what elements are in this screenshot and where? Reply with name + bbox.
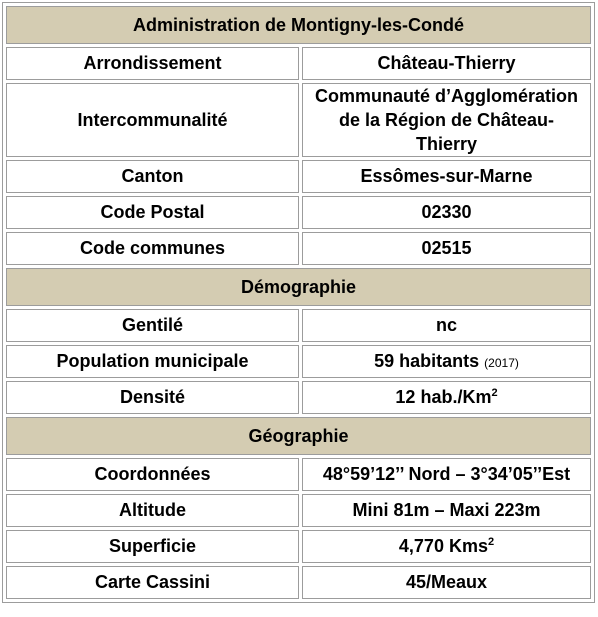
intercommunalite-value bbox=[302, 83, 591, 157]
table-row bbox=[6, 160, 591, 193]
commune-infobox bbox=[2, 2, 595, 603]
intercommunalite-line1: Communauté d’Agglomération bbox=[314, 86, 578, 106]
geographie-heading: Géographie bbox=[6, 417, 591, 455]
superficie-number: 4,770 Kms bbox=[398, 536, 488, 556]
section-row bbox=[6, 417, 591, 455]
cassini-label: Carte Cassini bbox=[6, 566, 299, 599]
gentile-value: nc bbox=[302, 309, 591, 342]
arrondissement-label: Arrondissement bbox=[6, 47, 299, 80]
section-row bbox=[6, 268, 591, 306]
table-row bbox=[6, 345, 591, 378]
densite-number: 12 hab./Km bbox=[395, 387, 492, 407]
population-count: 59 habitants bbox=[374, 351, 480, 371]
superficie-value bbox=[302, 530, 591, 563]
population-year: (2017) bbox=[484, 356, 519, 370]
intercommunalite-label: Intercommunalité bbox=[6, 83, 299, 157]
table-row bbox=[6, 309, 591, 342]
intercommunalite-line2: de la Région de Château-Thierry bbox=[338, 110, 555, 154]
demographie-heading: Démographie bbox=[6, 268, 591, 306]
code-postal-value: 02330 bbox=[302, 196, 591, 229]
altitude-label: Altitude bbox=[6, 494, 299, 527]
altitude-value: Mini 81m – Maxi 223m bbox=[302, 494, 591, 527]
superficie-label: Superficie bbox=[6, 530, 299, 563]
cassini-value: 45/Meaux bbox=[302, 566, 591, 599]
table-row bbox=[6, 566, 591, 599]
table-row bbox=[6, 47, 591, 80]
arrondissement-value: Château-Thierry bbox=[302, 47, 591, 80]
table-row bbox=[6, 196, 591, 229]
population-value bbox=[302, 345, 591, 378]
superficie-exponent: 2 bbox=[487, 536, 495, 548]
code-communes-label: Code communes bbox=[6, 232, 299, 265]
population-label: Population municipale bbox=[6, 345, 299, 378]
table-row bbox=[6, 381, 591, 414]
table-row bbox=[6, 458, 591, 491]
table-row bbox=[6, 83, 591, 157]
gentile-label: Gentilé bbox=[6, 309, 299, 342]
densite-exponent: 2 bbox=[491, 387, 498, 399]
code-communes-value: 02515 bbox=[302, 232, 591, 265]
table-row bbox=[6, 232, 591, 265]
infobox-title: Administration de Montigny-les-Condé bbox=[6, 6, 591, 44]
title-row bbox=[6, 6, 591, 44]
canton-value: Essômes-sur-Marne bbox=[302, 160, 591, 193]
code-postal-label: Code Postal bbox=[6, 196, 299, 229]
coordonnees-value: 48°59’12’’ Nord – 3°34’05’’Est bbox=[302, 458, 591, 491]
coordonnees-label: Coordonnées bbox=[6, 458, 299, 491]
table-row bbox=[6, 530, 591, 563]
densite-value bbox=[302, 381, 591, 414]
densite-label: Densité bbox=[6, 381, 299, 414]
table-row bbox=[6, 494, 591, 527]
canton-label: Canton bbox=[6, 160, 299, 193]
